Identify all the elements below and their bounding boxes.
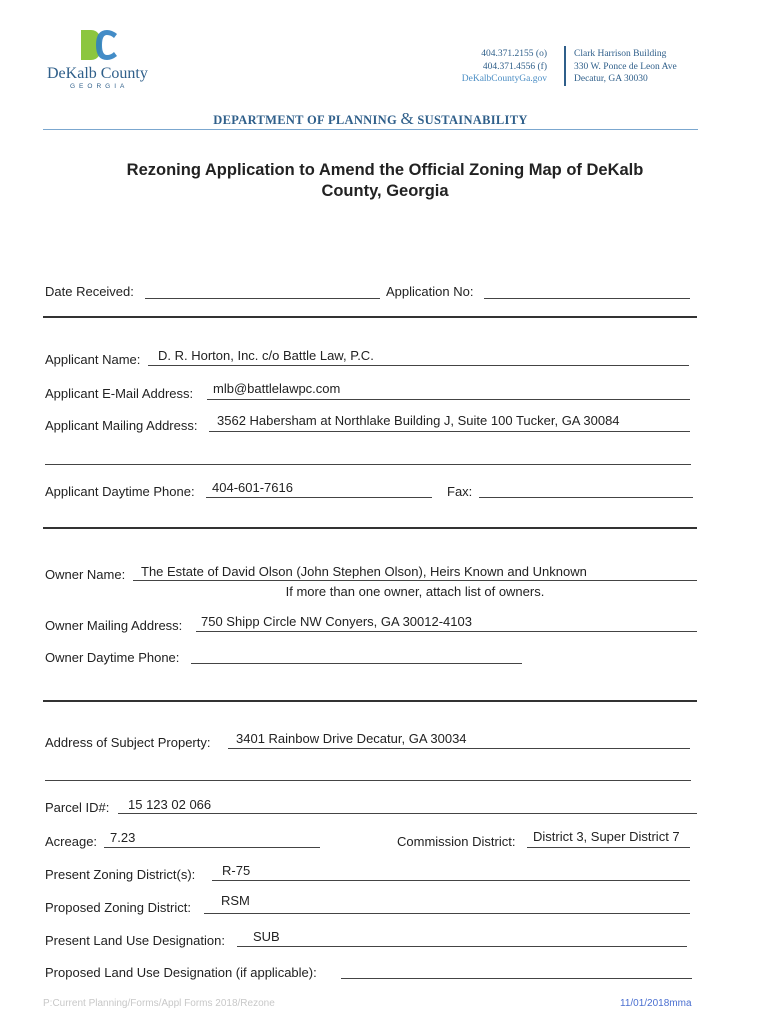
address-line-1: Clark Harrison Building <box>574 49 667 59</box>
footer-date: 11/01/2018mma <box>620 998 692 1009</box>
logo-name: DeKalb County <box>47 65 148 82</box>
subject-address-value: 3401 Rainbow Drive Decatur, GA 30034 <box>236 731 467 746</box>
owner-phone-field[interactable] <box>191 663 522 664</box>
dept-part-1: DEPARTMENT OF PLANNING <box>213 113 398 127</box>
commission-district-label: Commission District: <box>397 834 516 849</box>
date-received-label: Date Received: <box>45 284 134 299</box>
address-line-3: Decatur, GA 30030 <box>574 74 648 84</box>
subject-address-continuation-field[interactable] <box>45 780 691 781</box>
application-no-field[interactable] <box>484 298 690 299</box>
fax-number: 404.371.4556 (f) <box>482 61 547 72</box>
owner-name-value: The Estate of David Olson (John Stephen Olson), Heirs Known and Unknown <box>141 564 587 579</box>
applicant-name-label: Applicant Name: <box>45 352 141 367</box>
proposed-land-use-field[interactable] <box>341 978 692 979</box>
contact-block <box>430 48 547 86</box>
present-zoning-label: Present Zoning District(s): <box>45 867 196 882</box>
owner-name-label: Owner Name: <box>45 567 126 582</box>
owner-name-field[interactable] <box>133 580 697 581</box>
date-received-field[interactable] <box>145 298 380 299</box>
proposed-zoning-field[interactable] <box>204 913 690 914</box>
applicant-mailing-label: Applicant Mailing Address: <box>45 418 198 433</box>
present-land-use-label: Present Land Use Designation: <box>45 933 225 948</box>
present-zoning-value: R-75 <box>222 863 251 878</box>
owner-mailing-field[interactable] <box>196 631 697 632</box>
applicant-phone-field[interactable] <box>206 497 432 498</box>
dept-ampersand: & <box>400 109 414 128</box>
present-land-use-value: SUB <box>253 929 280 944</box>
applicant-email-field[interactable] <box>207 399 690 400</box>
applicant-mailing-continuation-field[interactable] <box>45 464 691 465</box>
office-address <box>574 48 677 86</box>
proposed-zoning-label: Proposed Zoning District: <box>45 900 191 915</box>
present-zoning-field[interactable] <box>212 880 690 881</box>
commission-district-value: District 3, Super District 7 <box>533 829 680 844</box>
applicant-phone-label: Applicant Daytime Phone: <box>45 484 195 499</box>
owner-mailing-value: 750 Shipp Circle NW Conyers, GA 30012-4103 <box>201 614 472 629</box>
proposed-zoning-value: RSM <box>221 893 250 908</box>
website-link[interactable]: DeKalbCountyGa.gov <box>461 74 547 84</box>
department-rule <box>43 129 698 130</box>
applicant-email-value: mlb@battlelawpc.com <box>213 381 341 396</box>
page-title <box>100 160 670 202</box>
commission-district-field[interactable] <box>527 847 690 848</box>
applicant-mailing-field[interactable] <box>209 431 690 432</box>
applicant-email-label: Applicant E-Mail Address: <box>45 386 194 401</box>
applicant-name-field[interactable] <box>148 365 689 366</box>
subject-address-label: Address of Subject Property: <box>45 735 211 750</box>
owner-mailing-label: Owner Mailing Address: <box>45 618 183 633</box>
phone-number: 404.371.2155 (o) <box>481 49 547 59</box>
parcel-label: Parcel ID#: <box>45 800 110 815</box>
logo-subtitle: GEORGIA <box>70 83 129 90</box>
header-divider <box>564 46 566 86</box>
applicant-name-value: D. R. Horton, Inc. c/o Battle Law, P.C. <box>158 348 374 363</box>
owner-phone-label: Owner Daytime Phone: <box>45 650 180 665</box>
title-line-2: County, Georgia <box>321 182 449 200</box>
acreage-field[interactable] <box>104 847 320 848</box>
department-heading <box>43 109 698 129</box>
fax-label: Fax: <box>447 484 473 499</box>
section-divider-2 <box>43 527 697 529</box>
present-land-use-field[interactable] <box>237 946 687 947</box>
subject-address-field[interactable] <box>228 748 690 749</box>
footer-path: P:Current Planning/Forms/Appl Forms 2018/Rezone <box>43 998 275 1009</box>
proposed-land-use-label: Proposed Land Use Designation (if applicable): <box>45 965 317 980</box>
dekalb-logo-icon <box>79 28 119 62</box>
owner-note: If more than one owner, attach list of owners. <box>285 584 545 599</box>
applicant-mailing-value: 3562 Habersham at Northlake Building J, Suite 100 Tucker, GA 30084 <box>217 413 620 428</box>
title-line-1: Rezoning Application to Amend the Official Zoning Map of DeKalb <box>126 161 644 179</box>
fax-field[interactable] <box>479 497 693 498</box>
applicant-phone-value: 404-601-7616 <box>212 480 293 495</box>
dept-part-2: SUSTAINABILITY <box>417 113 528 127</box>
application-no-label: Application No: <box>386 284 474 299</box>
acreage-label: Acreage: <box>45 834 98 849</box>
parcel-field[interactable] <box>118 813 697 814</box>
section-divider-1 <box>43 316 697 318</box>
section-divider-3 <box>43 700 697 702</box>
address-line-2: 330 W. Ponce de Leon Ave <box>574 61 677 72</box>
acreage-value: 7.23 <box>110 830 136 845</box>
parcel-value: 15 123 02 066 <box>128 797 212 812</box>
